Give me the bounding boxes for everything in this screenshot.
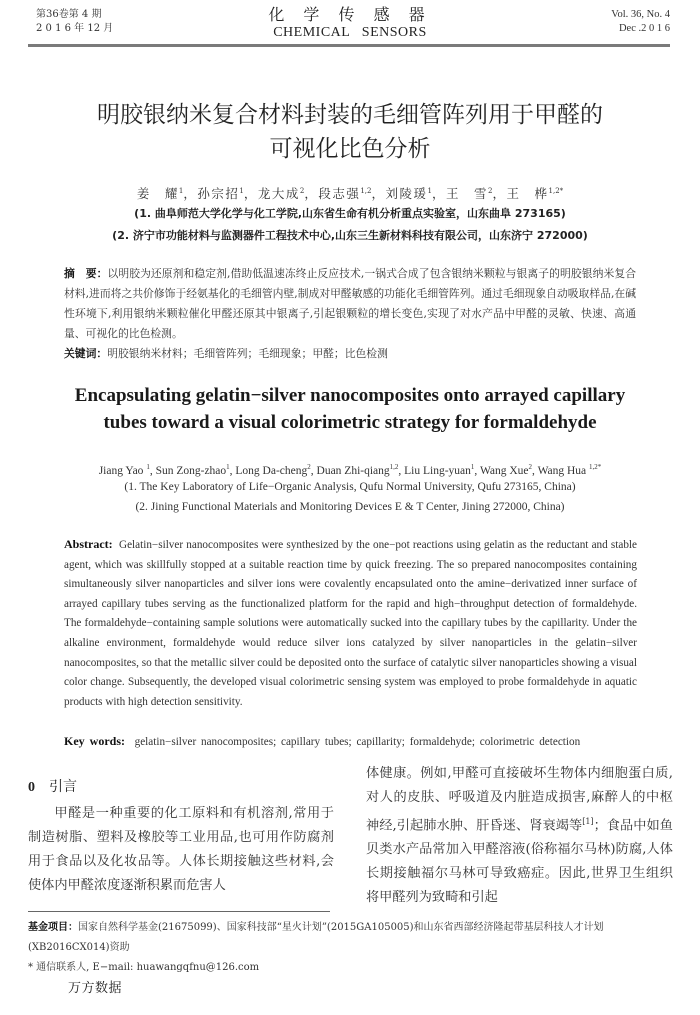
author-affiliation-mark: 1,2 — [360, 187, 372, 195]
author-affiliation-mark: 1,2* — [589, 463, 602, 471]
author-affiliation-mark: 2 — [299, 187, 305, 195]
author-affiliation-mark: 1 — [226, 463, 230, 471]
keywords-en — [64, 732, 644, 752]
keywords-cn-label: 关键词： — [64, 347, 108, 360]
author-name: Wang Xue — [479, 464, 529, 477]
abstract-en-label: Abstract: — [64, 537, 113, 551]
affiliation-en-2: (2. Jining Functional Materials and Monitoring Devices E & T Center, Jining 272000, China) — [135, 501, 565, 513]
author-name: 王 桦 — [506, 186, 549, 202]
title-cn-line-1: 明胶银纳米复合材料封装的毛细管阵列用于甲醛的 — [97, 102, 603, 128]
author-name: 刘陵瑗 — [385, 186, 428, 202]
author-affiliation-mark: 1,2* — [548, 187, 564, 195]
footnote-rule — [28, 911, 330, 912]
paper-title-en — [0, 382, 700, 436]
author-separator: ， — [243, 186, 258, 202]
author-separator: ， — [304, 186, 319, 202]
affiliation-en-1: (1. The Key Laboratory of Life−Organic Analysis, Qufu Normal University, Qufu 273165, China) — [124, 481, 576, 493]
wanfang-watermark: 万方数据 — [68, 981, 123, 996]
header-volume-en — [611, 8, 670, 36]
author-affiliation-mark: 1 — [146, 463, 150, 471]
keywords-cn-text: 明胶银纳米材料；毛细管阵列；毛细现象；甲醛；比色检测 — [107, 347, 388, 360]
volume-issue-cn: 第36卷第 4 期 — [36, 9, 102, 20]
affiliation-cn-2: (2. 济宁市功能材料与监测器件工程技术中心,山东三生新材料科技有限公司，山东济宁 272000) — [112, 229, 588, 242]
author-separator: , — [532, 464, 538, 477]
author-name: Duan Zhi-qiang — [316, 464, 390, 477]
author-affiliation-mark: 2 — [307, 463, 311, 471]
author-affiliation-mark: 1 — [427, 187, 432, 195]
author-list-cn — [0, 182, 700, 203]
abstract-cn-text: 以明胶为还原剂和稳定剂,借助低温速冻终止反应技术,一锅式合成了包含银纳米颗粒与银离子的明胶银纳米复合材料,进而将之共价修饰于经氨基化的毛细管内壁,制成对甲醛敏感的功能化毛细管阵列。通过毛细现象自动吸取样品,在碱性环境下,利用银纳米颗粒催化甲醛还原其中银离子,引起银颗粒的增长变色,实现了对水产品中甲醛的灵敏、快速、高通量、可视化的比色检测。 — [64, 267, 636, 340]
author-affiliation-mark: 2 — [488, 187, 493, 195]
author-name: Liu Ling-yuan — [404, 464, 471, 477]
abstract-cn-label: 摘 要： — [64, 267, 108, 280]
author-affiliation-mark: 1,2 — [389, 463, 399, 471]
body-column-left: 甲醛是一种重要的化工原料和有机溶剂,常用于制造树脂、塑料及橡胶等工业用品,也可用作防腐剂用于食品以及化妆品等。人体长期接触这些材料,会使体内甲醛浓度逐渐积累而危害人 — [28, 806, 334, 893]
author-name: 王 雪 — [446, 186, 489, 202]
citation-ref-1[interactable]: [1] — [582, 817, 594, 826]
abstract-cn — [64, 264, 636, 344]
author-separator: , — [229, 464, 236, 477]
keywords-en-label: Key words: — [64, 734, 125, 748]
author-separator: ， — [431, 186, 446, 202]
section-title: 引言 — [49, 779, 77, 795]
footnote-funding — [28, 918, 658, 958]
funding-label: 基金项目： — [28, 922, 78, 933]
author-separator: , — [474, 464, 480, 477]
journal-name-cn: 化 学 传 感 器 — [268, 5, 432, 24]
title-cn-line-2: 可视化比色分析 — [269, 136, 431, 162]
date-en: Dec .2 0 1 6 — [618, 23, 670, 34]
footnote-corresponding-author: * 通信联系人, E−mail: huawangqfnu@126.com — [28, 962, 260, 973]
body-column-right — [366, 762, 673, 910]
body-right-text-1: 体健康。例如,甲醛可直接破坏生物体内细胞蛋白质,对人的皮肤、呼吸道及内脏造成损害,麻醉人的中枢神经,引起肺水肿、肝昏迷、肾衰竭等 — [366, 766, 673, 834]
author-name: Sun Zong-zhao — [155, 464, 227, 477]
date-cn: 2 0 1 6 年 12 月 — [36, 23, 114, 34]
title-en-line-2: tubes toward a visual colorimetric strategy for formaldehyde — [103, 412, 597, 433]
abstract-en-text: Gelatin−silver nanocomposites were synthesized by the one−pot reactions using gelatin as the reductant and stable agent, which was skillfully stopped at a suitable reaction time by quick freezing. The so prepared nanocomposites containing simultaneously silver nanoparticles and silver ions were covalently encapsulated onto the amine−derivatized inner surface of arrayed capillary tubes serving as the functionalized platform for the rapid and high−throughput detection of formaldehyde. The formaldehyde−containing sample solutions were automatically sucked into the capillary tubes by the capillarity. Under the alkaline environment, formaldehyde would reduce silver ions catalyzed by silver nanoparticles in the gelatin−silver nanocomposites, so that the metallic silver could be deposited onto the surface of catalytic silver nanoparticles showing a visual color change. Subsequently, the developed visual colorimetric sensing system was employed to probe formaldehyde in aquatic products with high detection sensitivity. — [64, 539, 637, 708]
author-affiliation-mark: 2 — [528, 463, 533, 471]
author-name: 段志强 — [318, 186, 361, 202]
author-name: 龙大成 — [257, 186, 300, 202]
section-heading-introduction — [28, 777, 77, 798]
author-affiliation-mark: 1 — [239, 187, 244, 195]
author-separator: , — [149, 464, 156, 477]
author-name: Long Da-cheng — [235, 464, 308, 477]
keywords-cn — [64, 344, 636, 364]
volume-issue-en: Vol. 36, No. 4 — [611, 9, 670, 20]
body-right-text-2: ；食品中如鱼贝类水产品常加入甲醛溶液(俗称福尔马林)防腐,人体长期接触福尔马林可导致癌症。因此,世界卫生组织将甲醛列为致畸和引起 — [366, 818, 673, 906]
author-affiliation-mark: 1 — [178, 187, 184, 195]
keywords-en-text: gelatin−silver nanocomposites; capillary tubes; capillarity; formaldehyde; colorimetric detection — [134, 736, 581, 748]
author-separator: ， — [492, 186, 507, 202]
header-rule — [28, 44, 670, 47]
paper-title-cn — [0, 98, 700, 166]
author-name: 姜 耀 — [136, 186, 179, 202]
abstract-en — [64, 535, 637, 712]
author-name: Jiang Yao — [98, 464, 147, 477]
author-separator: ， — [371, 186, 386, 202]
author-separator: , — [398, 464, 405, 477]
author-affiliation-mark: 1 — [470, 463, 475, 471]
title-en-line-1: Encapsulating gelatin−silver nanocomposites onto arrayed capillary — [74, 385, 626, 406]
author-name: Wang Hua — [537, 464, 590, 477]
section-number: 0 — [28, 780, 35, 795]
author-separator: , — [310, 464, 317, 477]
affiliation-cn-1: (1. 曲阜师范大学化学与化工学院,山东省生命有机分析重点实验室，山东曲阜 273165) — [134, 207, 566, 220]
funding-text: 国家自然科学基金(21675099)、国家科技部“星火计划”(2015GA105005)和山东省西部经济隆起带基层科技人才计划(XB2016CX014)资助 — [28, 922, 604, 953]
journal-masthead — [0, 6, 700, 42]
journal-name-en: CHEMICAL SENSORS — [273, 25, 427, 40]
author-name: 孙宗招 — [197, 186, 240, 202]
author-separator: ， — [183, 186, 198, 202]
